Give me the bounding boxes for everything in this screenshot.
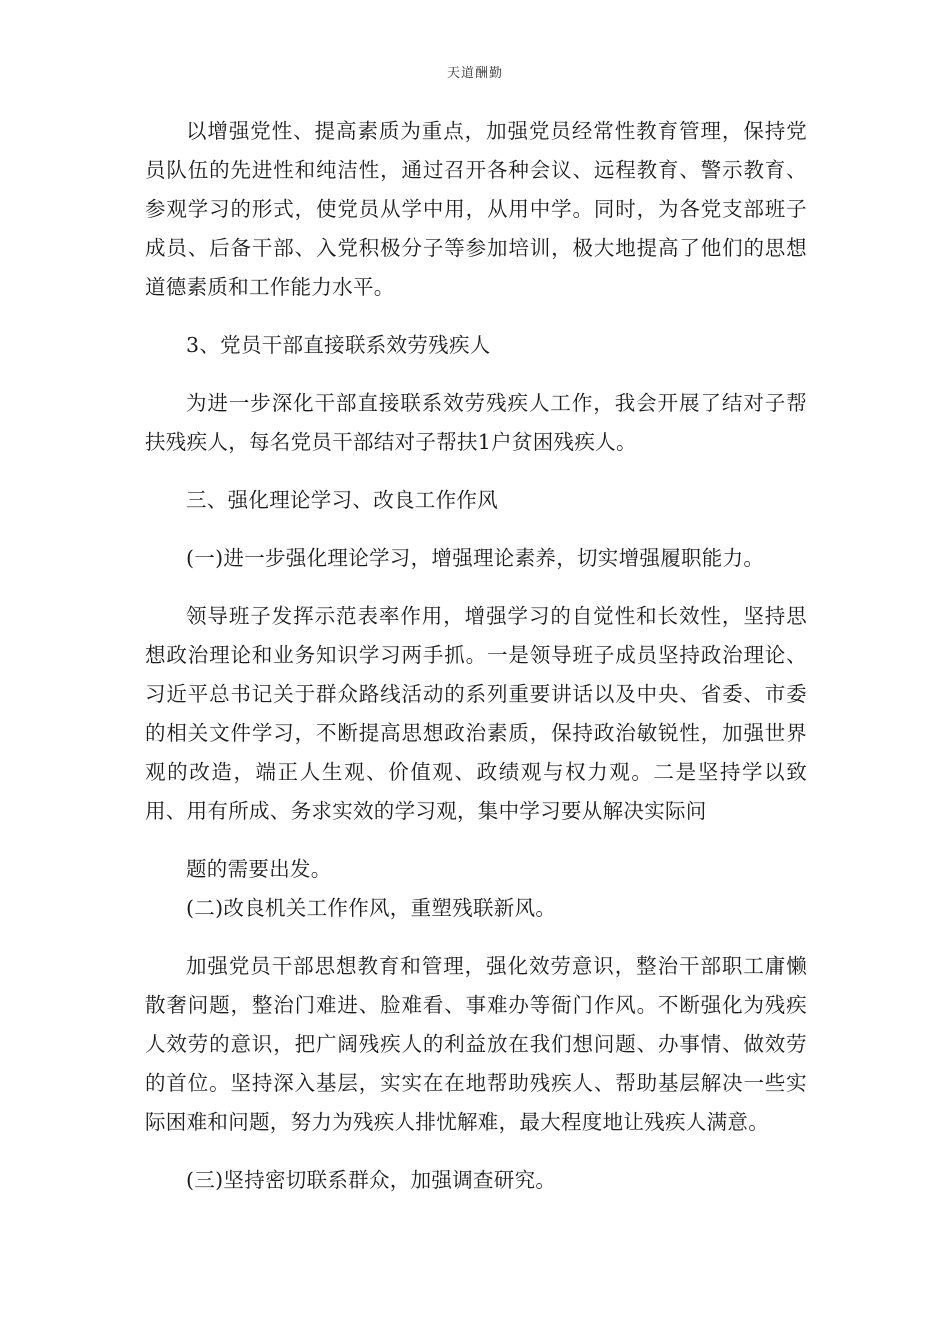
subsection-heading: (三)坚持密切联系群众，加强调查研究。 <box>186 1168 557 1192</box>
document-body <box>145 112 807 1200</box>
section-heading: 三、强化理论学习、改良工作作风 <box>186 488 498 512</box>
subsection-heading: (一)进一步强化理论学习，增强理论素养，切实增强履职能力。 <box>186 546 765 570</box>
subsection-heading: (二)改良机关工作作风，重塑残联新风。 <box>186 896 557 920</box>
page-header: 天道酬勤 <box>446 66 503 81</box>
paragraph: 加强党员干部思想教育和管理，强化效劳意识，整治干部职工庸懒散奢问题，整治门难进、脸难看、事难办等衙门作风。不断强化为残疾人效劳的意识，把广阔残疾人的利益放在我们想问题、办事情、做效劳的首位。坚持深入基层，实实在在地帮助残疾人、帮助基层解决一些实际困难和问题，努力为残疾人排忧解难，最大程度地让残疾人满意。 <box>145 954 807 1134</box>
paragraph: 以增强党性、提高素质为重点，加强党员经常性教育管理，保持党员队伍的先进性和纯洁性，通过召开各种会议、远程教育、警示教育、参观学习的形式，使党员从学中用，从用中学。同时，为各党支部班子成员、后备干部、入党积极分子等参加培训，极大地提高了他们的思想道德素质和工作能力水平。 <box>145 119 807 299</box>
paragraph: 为进一步深化干部直接联系效劳残疾人工作，我会开展了结对子帮扶残疾人，每名党员干部结对子帮扶1户贫困残疾人。 <box>145 391 807 454</box>
section-heading: 3、党员干部直接联系效劳残疾人 <box>186 333 491 357</box>
paragraph: 领导班子发挥示范表率作用，增强学习的自觉性和长效性，坚持思想政治理论和业务知识学习两手抓。一是领导班子成员坚持政治理论、习近平总书记关于群众路线活动的系列重要讲话以及中央、省委、市委的相关文件学习，不断提高思想政治素质，保持政治敏锐性，加强世界观的改造，端正人生观、价值观、政绩观与权力观。二是坚持学以致用、用有所成、务求实效的学习观，集中学习要从解决实际问 <box>145 604 807 823</box>
paragraph-continuation: 题的需要出发。 <box>186 857 332 881</box>
